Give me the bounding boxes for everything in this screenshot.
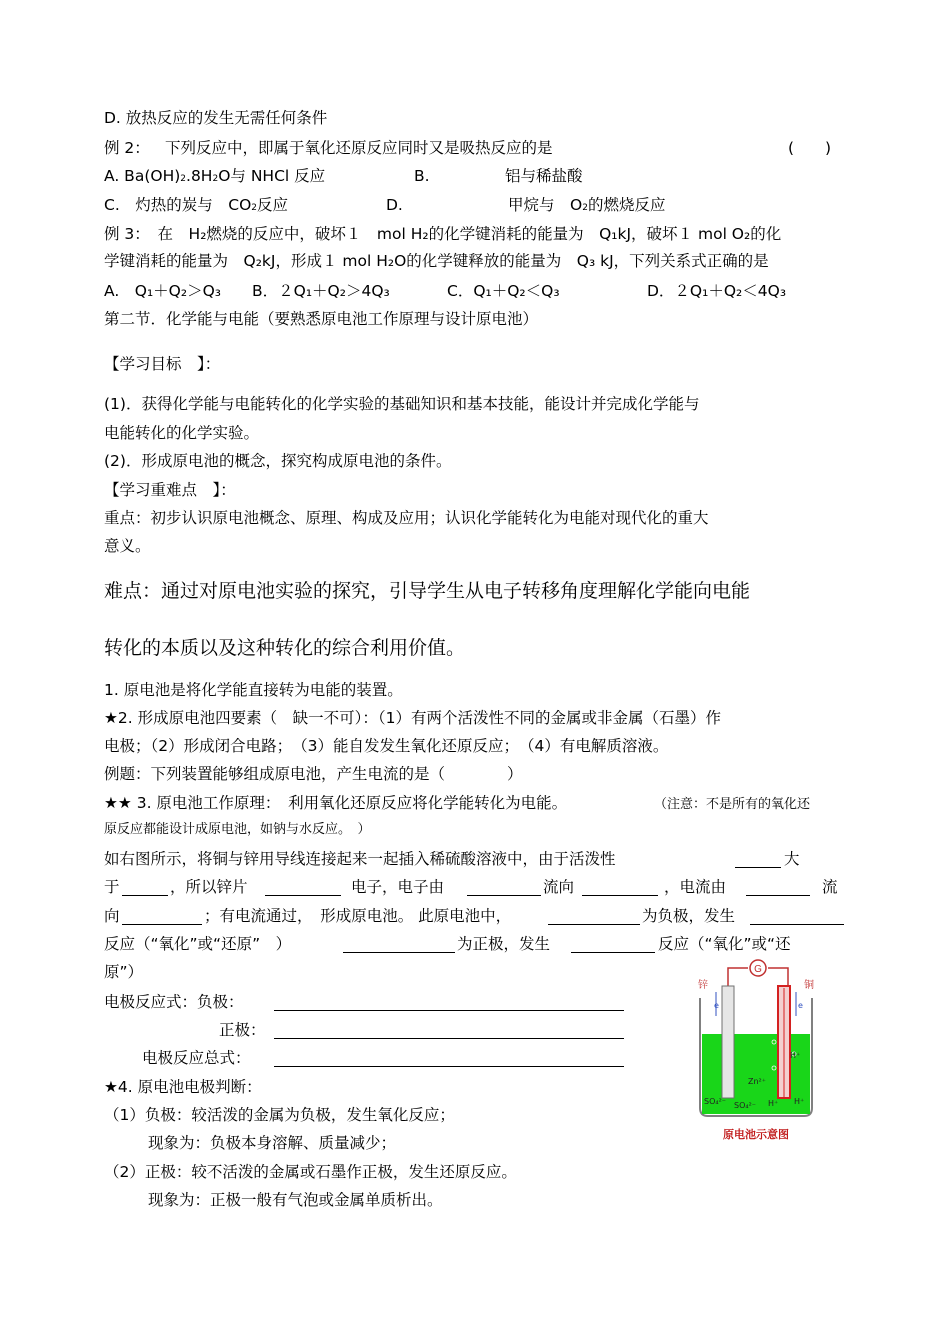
positive-rule: （2）正极：较不活泼的金属或石墨作正极，发生还原反应。 [104, 1163, 517, 1181]
galvanic-cell-diagram [686, 958, 828, 1148]
blank-3[interactable] [265, 881, 341, 896]
key-point-line-1: 重点：初步认识原电池概念、原理、构成及应用；认识化学能转化为电能对现代化的重大 [104, 509, 709, 527]
hydrogen-ion-1: H⁺ [768, 1099, 779, 1108]
point-1: 1. 原电池是将化学能直接转为电能的装置。 [104, 681, 403, 699]
example-3-line-1: 例 3： 在 H₂燃烧的反应中，破坏１ mol H₂的化学键消耗的能量为 Q₁kJ，破坏１ mol O₂的化 [104, 225, 782, 243]
blank-9[interactable] [750, 910, 844, 925]
example-question: 例题：下列装置能够组成原电池，产生电流的是（ ） [104, 765, 523, 783]
fill-line-1-end: 大 [784, 850, 800, 868]
difficulty-line-1: 难点：通过对原电池实验的探究，引导学生从电子转移角度理解化学能向电能 [104, 580, 751, 602]
zn-ion: Zn²⁺ [748, 1077, 766, 1086]
example-2-question: 下列反应中，即属于氧化还原反应同时又是吸热反应的是 [165, 139, 553, 157]
fill-line-2-d: 流向 [543, 878, 575, 896]
meter-label: G [754, 964, 762, 975]
example-3-option-a: A. Q₁＋Q₂＞Q₃ [104, 282, 221, 300]
fill-line-4-b: 为正极，发生 [457, 935, 551, 953]
example-2-option-d: 甲烷与 O2的燃烧反应 [508, 196, 666, 214]
fill-line-2-start: 于 [104, 878, 120, 896]
example-3-option-d: D．２Q₁＋Q₂＜4Q₃ [647, 282, 787, 300]
sulfate-ion-1: SO₄²⁻ [704, 1097, 727, 1106]
sulfate-ion-2: SO₄²⁻ [734, 1101, 757, 1110]
diagram-caption: 原电池示意图 [723, 1128, 789, 1141]
electrode-eq-positive-label: 正极： [219, 1021, 266, 1039]
example-2-label: 例 2： [104, 139, 150, 157]
example-3-option-c: C．Q₁＋Q₂＜Q₃ [447, 282, 560, 300]
difficulty-line-2: 转化的本质以及这种转化的综合利用价值。 [104, 637, 466, 659]
learning-goals-heading: 【学习目标 】： [104, 355, 221, 373]
key-point-line-2: 意义。 [104, 537, 151, 555]
hydrogen-ion-3: H⁺ [790, 1051, 801, 1060]
example-3-option-b: B．２Q₁＋Q₂＞4Q₃ [252, 282, 390, 300]
example-2-option-b-label: B. [414, 167, 430, 185]
point-3-line-1: ★★ 3. 原电池工作原理： 利用氧化还原反应将化学能转化为电能。 [104, 794, 568, 812]
blank-4[interactable] [467, 881, 541, 896]
example-2-option-b: 铝与稀盐酸 [505, 167, 583, 185]
zinc-label: 锌 [698, 980, 708, 991]
example-2-option-d-label: D. [386, 196, 403, 214]
svg-text:e: e [714, 1001, 719, 1010]
fill-line-3-b: ；有电流通过， 形成原电池。 此原电池中， [204, 907, 512, 925]
key-points-heading: 【学习重难点 】： [104, 481, 236, 499]
fill-line-3-start: 向 [104, 907, 120, 925]
blank-6[interactable] [746, 881, 810, 896]
fill-line-3-c: 为负极，发生 [642, 907, 736, 925]
point-2-line-2: 电极；（2）形成闭合电路； （3）能自发发生氧化还原反应； （4）有电解质溶液。 [104, 737, 669, 755]
goal-1-line-1: (1)．获得化学能与电能转化的化学实验的基础知识和基本技能，能设计并完成化学能与 [104, 395, 700, 413]
fill-line-2-c: 电子，电子由 [351, 878, 445, 896]
fill-line-5: 原”） [104, 963, 144, 981]
blank-8[interactable] [548, 910, 640, 925]
copper-label: 铜 [804, 980, 814, 991]
positive-electrode-blank[interactable] [274, 1024, 624, 1039]
fill-line-2-e: ，电流由 [664, 878, 727, 896]
goal-2: (2)．形成原电池的概念，探究构成原电池的条件。 [104, 452, 452, 470]
example-2-option-a: A. Ba(OH)2.8H2O与 NHCl 反应 [104, 167, 326, 185]
overall-equation-label: 电极反应总式： [142, 1049, 251, 1067]
fill-line-1: 如右图所示，将铜与锌用导线连接起来一起插入稀硫酸溶液中，由于活泼性 [104, 850, 616, 868]
answer-paren: ( ) [788, 139, 832, 157]
blank-10[interactable] [343, 938, 455, 953]
zinc-electrode [722, 986, 734, 1098]
option-d-line: D. 放热反应的发生无需任何条件 [104, 109, 328, 127]
blank-11[interactable] [571, 938, 655, 953]
fill-line-2-b: ，所以锌片 [170, 878, 248, 896]
hydrogen-ion-2: H⁺ [794, 1097, 805, 1106]
electrode-eq-negative-label: 电极反应式：负极： [104, 993, 244, 1011]
blank-2[interactable] [122, 881, 168, 896]
point-3-note-line-2: 原反应都能设计成原电池，如钠与水反应。 ） [104, 822, 371, 837]
fill-line-2-f: 流 [822, 878, 838, 896]
blank-7[interactable] [122, 910, 202, 925]
svg-text:e: e [798, 1001, 803, 1010]
negative-rule: （1）负极：较活泼的金属为负极，发生氧化反应； [104, 1106, 455, 1124]
blank-1[interactable] [735, 853, 781, 868]
positive-phenomenon: 现象为：正极一般有气泡或金属单质析出。 [148, 1191, 443, 1209]
goal-1-line-2: 电能转化的化学实验。 [104, 424, 260, 442]
point-2-line-1: ★2. 形成原电池四要素（ 缺一不可）：（1）有两个活泼性不同的金属或非金属（石墨）作 [104, 709, 721, 727]
point-4-heading: ★4. 原电池电极判断： [104, 1078, 262, 1096]
example-2-option-c: C. 灼热的炭与 CO2反应 [104, 196, 289, 214]
negative-phenomenon: 现象为：负极本身溶解、质量减少； [148, 1134, 397, 1152]
example-3-line-2: 学键消耗的能量为 Q₂kJ，形成１ mol H₂O的化学键释放的能量为 Q₃ kJ，下列关系式正确的是 [104, 252, 769, 270]
point-3-note: （注意：不是所有的氧化还 [654, 797, 811, 812]
overall-equation-blank[interactable] [274, 1052, 624, 1067]
fill-line-4-c: 反应（“氧化”或“还 [658, 935, 791, 953]
section-2-title: 第二节．化学能与电能（要熟悉原电池工作原理与设计原电池） [104, 310, 539, 328]
negative-electrode-blank[interactable] [274, 996, 624, 1011]
fill-line-4-start: 反应（“氧化”或“还原” ） [104, 935, 292, 953]
blank-5[interactable] [582, 881, 658, 896]
